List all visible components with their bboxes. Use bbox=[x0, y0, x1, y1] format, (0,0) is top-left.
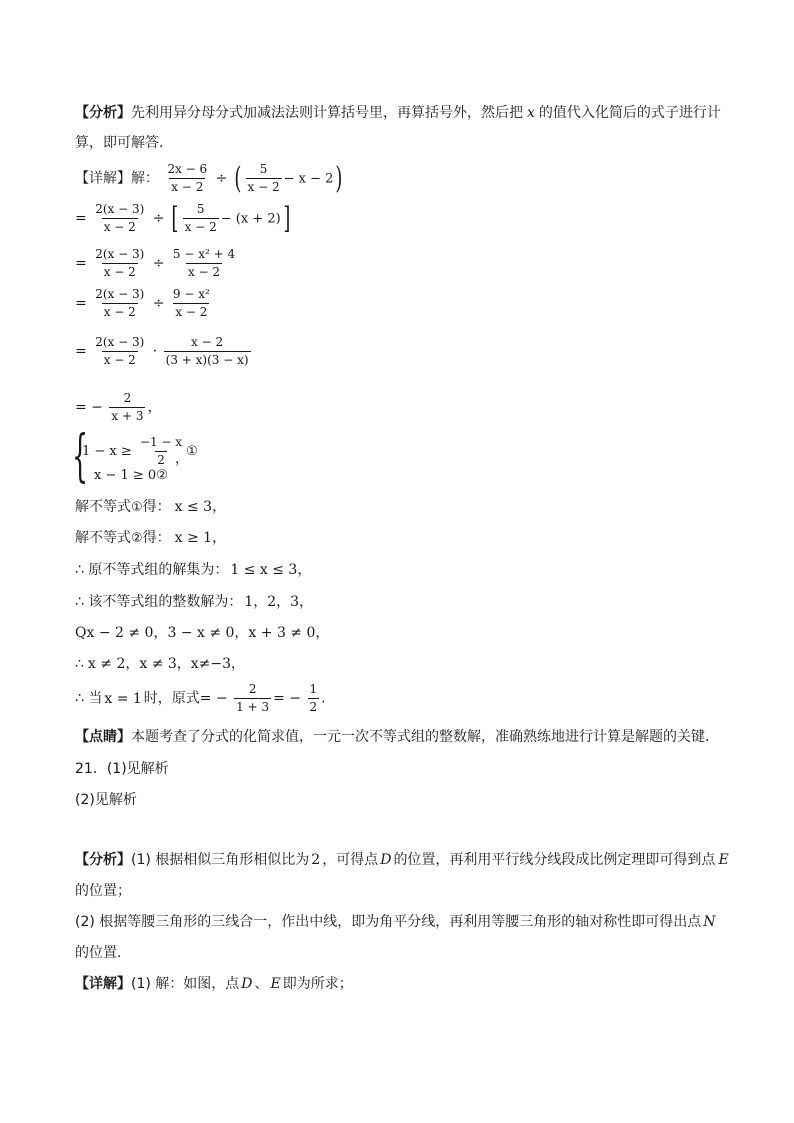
denominator: x − 2 bbox=[187, 265, 221, 280]
step-text: 解不等式 bbox=[75, 499, 131, 515]
detail-2 bbox=[75, 977, 353, 991]
detail-expr-6 bbox=[75, 392, 161, 423]
right-bracket: ] bbox=[283, 200, 291, 236]
system-comma: ， bbox=[175, 451, 189, 467]
step-text: ∴ 原不等式组的解集为： bbox=[75, 562, 229, 578]
comma: ， bbox=[212, 530, 227, 546]
fraction bbox=[171, 248, 237, 279]
detail-expr-5 bbox=[75, 336, 253, 367]
denominator: x − 2 bbox=[103, 220, 136, 235]
analysis-2-line-2 bbox=[75, 884, 131, 898]
denominator: 2 bbox=[157, 453, 165, 468]
circled-one: ① bbox=[131, 500, 143, 515]
analysis-text: (2) 根据等腰三角形的三线合一，作出中线，即为角平分线，再利用等腰三角形的轴对称性即可得出点 bbox=[75, 914, 702, 930]
numerator: −1 − x bbox=[139, 435, 183, 449]
analysis-text-2: 算，即可解答． bbox=[75, 135, 173, 151]
analysis-text: 先利用异分母分式加减法法则计算括号里，再算括号外，然后把 bbox=[131, 105, 523, 121]
numerator: 2(x − 3) bbox=[95, 287, 145, 301]
equals-minus: = − bbox=[199, 690, 228, 707]
numerator: 2(x − 3) bbox=[95, 335, 145, 349]
equals: = bbox=[75, 295, 87, 312]
fraction bbox=[246, 163, 282, 194]
numerator: 1 bbox=[309, 682, 318, 696]
ratio-value: 2 bbox=[311, 852, 321, 868]
var-x: x bbox=[527, 105, 535, 121]
analysis-2-line-1 bbox=[75, 853, 729, 867]
comma: ， bbox=[147, 399, 162, 416]
denominator: x − 2 bbox=[247, 180, 280, 195]
term: − x − 2 bbox=[283, 171, 334, 187]
analysis-1-line-1 bbox=[75, 106, 721, 120]
fraction bbox=[234, 683, 271, 714]
analysis-text-b: 的值代入化简后的式子进行计 bbox=[538, 105, 721, 121]
question-21 bbox=[75, 762, 169, 776]
denominator: x − 2 bbox=[103, 353, 136, 368]
step-4 bbox=[75, 595, 313, 609]
equals-minus: = − bbox=[75, 399, 103, 416]
fraction bbox=[183, 203, 219, 234]
question-number: 21． bbox=[75, 761, 107, 777]
numerator: 9 − x² bbox=[172, 287, 210, 301]
equals: = bbox=[75, 255, 87, 272]
inequality-system bbox=[72, 424, 212, 489]
divide-sign: ÷ bbox=[152, 295, 165, 312]
answer-2: (2)见解析 bbox=[75, 792, 137, 808]
fraction bbox=[93, 288, 146, 319]
numerator: 5 − x² + 4 bbox=[172, 247, 236, 261]
step-text: 解不等式 bbox=[75, 530, 131, 546]
point-n: N bbox=[703, 914, 716, 930]
detail-expr-4 bbox=[75, 288, 214, 319]
numerator: 2 bbox=[248, 682, 257, 696]
comment-1 bbox=[75, 730, 719, 744]
denominator: x − 2 bbox=[103, 305, 136, 320]
step-text: 得： bbox=[142, 530, 171, 546]
fraction bbox=[171, 288, 212, 319]
step-text: 得： bbox=[142, 499, 171, 515]
comma: ， bbox=[297, 562, 312, 578]
step-math: 1 ≤ x ≤ 3 bbox=[230, 562, 298, 578]
detail-tag: 【详解】 bbox=[75, 976, 131, 992]
inequality-2: x − 1 ≥ 0② bbox=[94, 468, 168, 483]
analysis-text: 的位置； bbox=[75, 883, 131, 899]
numerator: 2 bbox=[123, 391, 132, 405]
detail-text: 即为所求； bbox=[282, 976, 353, 992]
step-text: ∴ 当 bbox=[75, 690, 103, 707]
comma: ， bbox=[212, 499, 227, 515]
analysis-text: 的位置，再利用平行线分线段成比例定理即可得到点 bbox=[393, 852, 716, 868]
point-e: E bbox=[270, 976, 281, 992]
denominator: x − 2 bbox=[184, 220, 217, 235]
fraction bbox=[109, 392, 145, 423]
step-2 bbox=[75, 531, 226, 545]
point-d: D bbox=[380, 852, 392, 868]
analysis-2-line-4 bbox=[75, 946, 131, 960]
equals-minus: = − bbox=[273, 690, 302, 707]
step-5 bbox=[75, 626, 329, 640]
comment-text: 本题考查了分式的化简求值，一元一次不等式组的整数解，准确熟练地进行计算是解题的关键． bbox=[131, 729, 719, 745]
denominator: x − 2 bbox=[175, 305, 208, 320]
fraction bbox=[164, 336, 251, 367]
right-paren: ) bbox=[335, 160, 343, 196]
step-math: x = 1 bbox=[104, 690, 142, 707]
analysis-text: ，可得点 bbox=[322, 852, 379, 868]
left-paren: ( bbox=[234, 160, 242, 196]
numerator: 2(x − 3) bbox=[95, 202, 145, 216]
detail-expr-3 bbox=[75, 248, 239, 279]
step-6 bbox=[75, 657, 245, 671]
denominator: x − 2 bbox=[103, 265, 136, 280]
fraction bbox=[93, 336, 146, 367]
detail-text: (1) 解：如图，点 bbox=[131, 976, 240, 992]
step-math: x − 2 ≠ 0，3 − x ≠ 0，x + 3 ≠ 0， bbox=[86, 625, 330, 641]
equals: = bbox=[75, 210, 87, 227]
detail-tag: 【详解】 bbox=[75, 170, 131, 187]
brace-icon: { bbox=[72, 424, 89, 489]
step-math: x ≠ 2，x ≠ 3，x≠−3， bbox=[87, 656, 246, 672]
ineq-lhs: 1 − x ≥ bbox=[82, 444, 132, 460]
detail-expr-1 bbox=[75, 160, 345, 196]
term: − (x + 2) bbox=[220, 211, 281, 227]
numerator: 5 bbox=[259, 162, 268, 176]
equals: = bbox=[75, 343, 87, 360]
divide-sign: ÷ bbox=[152, 255, 165, 272]
point-e: E bbox=[718, 852, 729, 868]
step-text: 时，原式 bbox=[143, 690, 200, 707]
circled-two: ② bbox=[131, 531, 143, 546]
fraction bbox=[308, 683, 320, 714]
point-d: D bbox=[241, 976, 253, 992]
separator: 、 bbox=[254, 976, 269, 992]
step-1 bbox=[75, 500, 226, 514]
step-symbol: Q bbox=[75, 625, 87, 641]
period: . bbox=[321, 690, 326, 707]
analysis-text: 的位置． bbox=[75, 945, 131, 961]
divide-sign: ÷ bbox=[152, 210, 165, 227]
numerator: 2(x − 3) bbox=[95, 247, 145, 261]
detail-expr-2 bbox=[75, 200, 292, 236]
fraction bbox=[93, 203, 146, 234]
step-7 bbox=[75, 683, 326, 714]
step-math: x ≥ 1 bbox=[174, 530, 213, 546]
left-bracket: [ bbox=[171, 200, 179, 236]
step-math: x ≤ 3 bbox=[174, 499, 213, 515]
therefore-symbol: ∴ bbox=[75, 656, 84, 672]
denominator: x + 3 bbox=[111, 409, 144, 424]
circled-one: ① bbox=[186, 444, 198, 460]
denominator: (3 + x)(3 − x) bbox=[165, 353, 249, 368]
solve-label: 解： bbox=[131, 170, 159, 187]
analysis-text: (1) 根据相似三角形相似比为 bbox=[131, 852, 310, 868]
fraction bbox=[93, 248, 146, 279]
question-21-part-2 bbox=[75, 793, 137, 807]
numerator: 2x − 6 bbox=[167, 162, 208, 176]
analysis-1-line-2 bbox=[75, 136, 173, 150]
denominator: 2 bbox=[309, 700, 318, 715]
fraction bbox=[165, 163, 209, 194]
step-3 bbox=[75, 563, 311, 577]
numerator: x − 2 bbox=[191, 335, 224, 349]
answer-1: (1)见解析 bbox=[106, 761, 169, 777]
step-math: 1，2，3， bbox=[244, 594, 314, 610]
denominator: 1 + 3 bbox=[236, 700, 270, 715]
analysis-tag: 【分析】 bbox=[75, 852, 131, 868]
numerator: 5 bbox=[196, 202, 205, 216]
step-text: ∴ 该不等式组的整数解为： bbox=[75, 594, 243, 610]
analysis-tag: 【分析】 bbox=[75, 105, 131, 121]
divide-sign: ÷ bbox=[215, 170, 228, 187]
comment-tag: 【点睛】 bbox=[75, 729, 131, 745]
analysis-2-line-3 bbox=[75, 915, 716, 929]
multiply-dot: · bbox=[152, 343, 158, 360]
denominator: x − 2 bbox=[171, 180, 204, 195]
